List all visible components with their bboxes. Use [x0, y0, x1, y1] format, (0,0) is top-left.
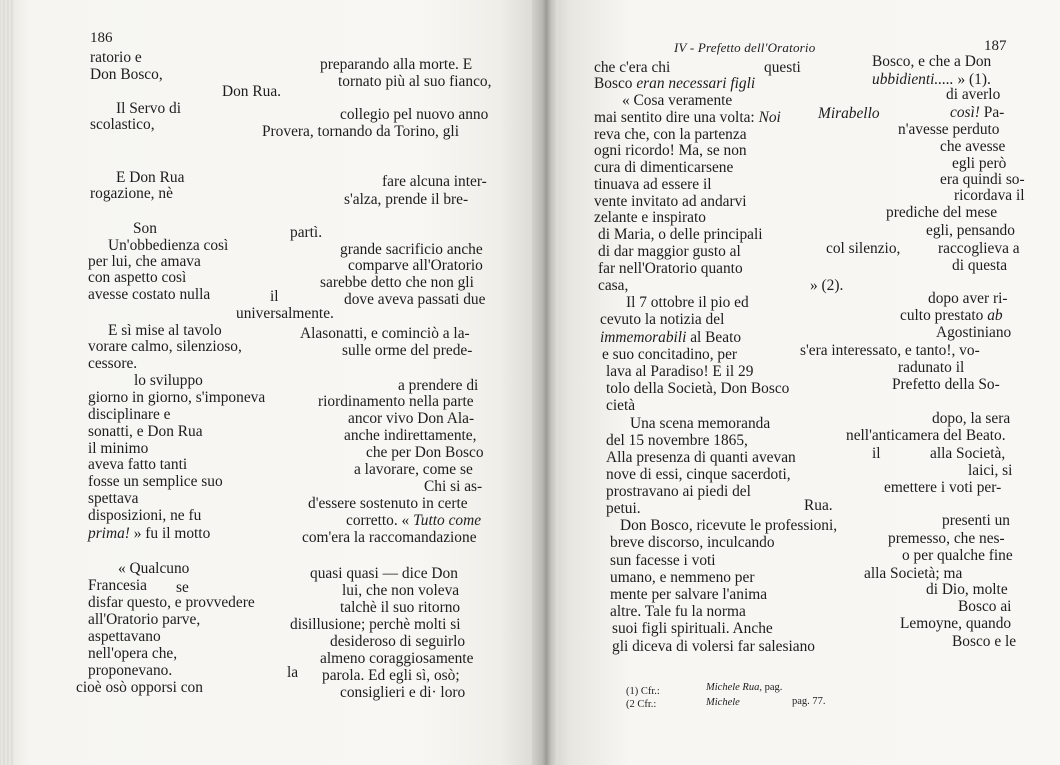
- text-line: che c'era chi: [594, 59, 671, 76]
- text-line: collegio pel nuovo anno: [340, 106, 489, 123]
- text-line: o per qualche fine: [902, 547, 1013, 564]
- text-line: Don Bosco,: [90, 66, 163, 83]
- text-line: ogni ricordo! Ma, se non: [594, 142, 747, 159]
- text-line: com'era la raccomandazione: [302, 529, 477, 546]
- text-line: giorno in giorno, s'imponeva: [88, 389, 266, 406]
- text-line: il: [270, 288, 279, 305]
- text-line: radunato il: [898, 359, 965, 376]
- text-line: che per Don Bosco: [366, 444, 484, 461]
- text-line: disciplinare e: [88, 406, 171, 423]
- text-line: era quindi so-: [940, 171, 1025, 188]
- text-line: laici, si: [968, 462, 1013, 479]
- text-line: s'era interessato, e tanto!, vo-: [800, 342, 980, 359]
- text-line: « Cosa veramente: [622, 92, 733, 109]
- text-line: Francesia: [88, 577, 147, 594]
- text-line: altre. Tale fu la norma: [610, 603, 746, 620]
- footnote-line: Michele: [706, 697, 740, 708]
- text-line: ricordava il: [954, 187, 1025, 204]
- text-line: la: [287, 664, 299, 681]
- right-page: [540, 0, 1060, 765]
- text-line: nove di essi, cinque sacerdoti,: [606, 466, 791, 483]
- text-line: dopo aver ri-: [928, 290, 1008, 307]
- footnote-line: (2 Cfr.:: [626, 699, 657, 710]
- text-line: ratorio e: [90, 49, 142, 66]
- text-line: Prefetto della So-: [892, 376, 1000, 393]
- text-line: Mirabello: [818, 105, 880, 122]
- text-line: egli però: [952, 155, 1007, 172]
- text-line: dopo, la sera: [932, 410, 1011, 427]
- text-line: Provera, tornando da Torino, gli: [262, 123, 459, 140]
- text-line: Agostiniano: [936, 324, 1012, 341]
- text-line: breve discorso, inculcando: [610, 534, 775, 551]
- text-line: sun facesse i voti: [610, 552, 716, 569]
- text-line: desideroso di seguirlo: [330, 633, 466, 650]
- text-line: fosse un semplice suo: [88, 473, 223, 490]
- text-line: « Qualcuno: [118, 560, 190, 577]
- text-line: Don Bosco, ricevute le professioni,: [620, 517, 838, 534]
- text-line: Alla presenza di quanti avevan: [606, 449, 796, 466]
- text-line: Chi si as-: [424, 478, 483, 495]
- text-line: di Dio, molte: [926, 581, 1008, 598]
- text-line: questi: [764, 59, 801, 76]
- text-line: e suo concitadino, per: [602, 346, 738, 363]
- text-line: Bosco ai: [958, 598, 1012, 615]
- text-line: universalmente.: [236, 305, 334, 322]
- text-line: Il Servo di: [116, 100, 181, 117]
- text-line: per lui, che amava: [88, 253, 201, 270]
- text-line: Un'obbedienza così: [108, 237, 229, 254]
- text-line: disposizioni, ne fu: [88, 507, 202, 524]
- text-line: avesse costato nulla: [88, 286, 211, 303]
- text-line: Lemoyne, quando: [900, 615, 1012, 632]
- text-line: di Maria, o delle principali: [598, 226, 763, 243]
- text-line: con aspetto così: [88, 269, 187, 286]
- book-gutter: [532, 0, 558, 765]
- text-line: vorare calmo, silenzioso,: [88, 338, 242, 355]
- text-line: umano, e nemmeno per: [610, 569, 755, 586]
- text-line: cevuto la notizia del: [600, 311, 725, 328]
- text-line: Son: [133, 220, 157, 237]
- text-line: aspettavano: [88, 628, 161, 645]
- text-line: parola. Ed egli sì, osò;: [322, 667, 460, 684]
- text-line: a lavorare, come se: [354, 461, 473, 478]
- text-line: partì.: [290, 224, 323, 241]
- footnote-line: (1) Cfr.:: [626, 686, 660, 697]
- text-line: n'avesse perduto: [898, 121, 1000, 138]
- text-line: raccoglieva a: [938, 240, 1020, 257]
- text-line: talchè il suo ritorno: [340, 599, 461, 616]
- text-line: cura di dimenticarsene: [594, 159, 734, 176]
- text-line: emettere i voti per-: [884, 479, 1002, 496]
- text-line: il minimo: [88, 440, 149, 457]
- text-line: culto prestato ab: [900, 307, 1003, 324]
- text-line: sonatti, e Don Rua: [88, 423, 203, 440]
- page-number-left: 186: [90, 30, 113, 46]
- text-line: reva che, con la partenza: [594, 126, 747, 143]
- footnote-line: Michele Rua, pag.: [706, 682, 783, 693]
- text-line: cietà: [606, 397, 636, 414]
- text-line: nell'anticamera del Beato.: [846, 427, 1006, 444]
- text-line: zelante e inspirato: [594, 209, 706, 226]
- text-line: disfar questo, e provvedere: [88, 594, 255, 611]
- text-line: alla Società; ma: [864, 565, 963, 582]
- text-line: presenti un: [942, 512, 1010, 529]
- text-line: gli diceva di volersi far salesiano: [612, 638, 816, 655]
- text-line: lui, che non voleva: [342, 582, 460, 599]
- text-line: del 15 novembre 1865,: [606, 432, 748, 449]
- text-line: nell'opera che,: [88, 645, 178, 662]
- text-line: riordinamento nella parte: [318, 393, 474, 410]
- text-line: di dar maggior gusto al: [598, 243, 741, 260]
- text-line: prediche del mese: [886, 204, 998, 221]
- text-line: ancor vivo Don Ala-: [348, 410, 475, 427]
- running-header: IV - Prefetto dell'Oratorio: [674, 40, 816, 55]
- text-line: scolastico,: [90, 116, 155, 133]
- text-line: grande sacrificio anche: [340, 241, 483, 258]
- text-line: far nell'Oratorio quanto: [598, 260, 743, 277]
- text-line: di averlo: [946, 86, 1001, 103]
- text-line: sarebbe detto che non gli: [320, 274, 474, 291]
- text-line: vente invitato ad andarvi: [594, 193, 747, 210]
- text-line: tinuava ad essere il: [594, 176, 712, 193]
- text-line: cessore.: [88, 355, 138, 372]
- text-line: cioè osò opporsi con: [76, 679, 203, 696]
- text-line: lava al Paradiso! E il 29: [606, 363, 754, 380]
- text-line: spettava: [88, 490, 139, 507]
- text-line: sulle orme del prede-: [342, 342, 473, 359]
- text-line: alla Società,: [930, 445, 1006, 462]
- text-line: fare alcuna inter-: [382, 173, 487, 190]
- text-line: proponevano.: [88, 662, 173, 679]
- text-line: Bosco, e che a Don: [872, 53, 992, 70]
- text-line: disillusione; perchè molti si: [290, 616, 461, 633]
- text-line: tolo della Società, Don Bosco: [606, 380, 790, 397]
- text-line: corretto. « Tutto come: [346, 512, 482, 529]
- text-line: s'alza, prende il bre-: [344, 191, 469, 208]
- text-line: Alasonatti, e cominciò a la-: [300, 325, 470, 342]
- text-line: E sì mise al tavolo: [108, 322, 222, 339]
- text-line: a prendere di: [398, 377, 479, 394]
- text-line: almeno coraggiosamente: [320, 650, 474, 667]
- text-line: prostravano ai piedi del: [606, 483, 751, 500]
- text-line: col silenzio,: [826, 240, 901, 257]
- text-line: prima! » fu il motto: [88, 525, 211, 542]
- text-line: così! Pa-: [950, 104, 1005, 121]
- text-line: Don Rua.: [222, 83, 281, 100]
- text-line: premesso, che nes-: [888, 530, 1005, 547]
- text-line: E Don Rua: [116, 169, 185, 186]
- text-line: anche indirettamente,: [344, 427, 477, 444]
- text-line: quasi quasi — dice Don: [310, 565, 458, 582]
- text-line: comparve all'Oratorio: [348, 257, 483, 274]
- text-line: egli, pensando: [926, 222, 1015, 239]
- text-line: preparando alla morte. E: [320, 56, 473, 73]
- text-line: che avesse: [940, 138, 1006, 155]
- text-line: lo sviluppo: [134, 372, 203, 389]
- text-line: ubbidienti..... » (1).: [872, 71, 991, 88]
- text-line: » (2).: [810, 277, 844, 294]
- text-line: dove aveva passati due: [344, 291, 486, 308]
- text-line: Bosco e le: [952, 633, 1017, 650]
- text-line: all'Oratorio parve,: [88, 611, 201, 628]
- text-line: consiglieri e di· loro: [340, 684, 466, 701]
- page-edge-shading: [0, 0, 14, 765]
- text-line: petui.: [606, 500, 641, 517]
- text-line: d'essere sostenuto in certe: [308, 495, 468, 512]
- text-line: Il 7 ottobre il pio ed: [626, 294, 749, 311]
- footnote-line: pag. 77.: [792, 696, 826, 707]
- text-line: se: [176, 579, 189, 596]
- text-line: di questa: [952, 257, 1008, 274]
- text-line: casa,: [598, 277, 629, 294]
- page-number-right: 187: [984, 38, 1007, 54]
- text-line: il: [872, 445, 881, 462]
- text-line: mai sentito dire una volta: Noi: [594, 109, 781, 126]
- text-line: Bosco eran necessari figli: [594, 75, 756, 92]
- text-line: aveva fatto tanti: [88, 456, 188, 473]
- text-line: tornato più al suo fianco,: [338, 73, 492, 90]
- text-line: Rua.: [804, 497, 833, 514]
- text-line: immemorabili al Beato: [600, 329, 742, 346]
- text-line: mente per salvare l'anima: [610, 586, 768, 603]
- text-line: suoi figli spirituali. Anche: [612, 620, 773, 637]
- text-line: rogazione, nè: [90, 185, 173, 202]
- text-line: Una scena memoranda: [630, 415, 771, 432]
